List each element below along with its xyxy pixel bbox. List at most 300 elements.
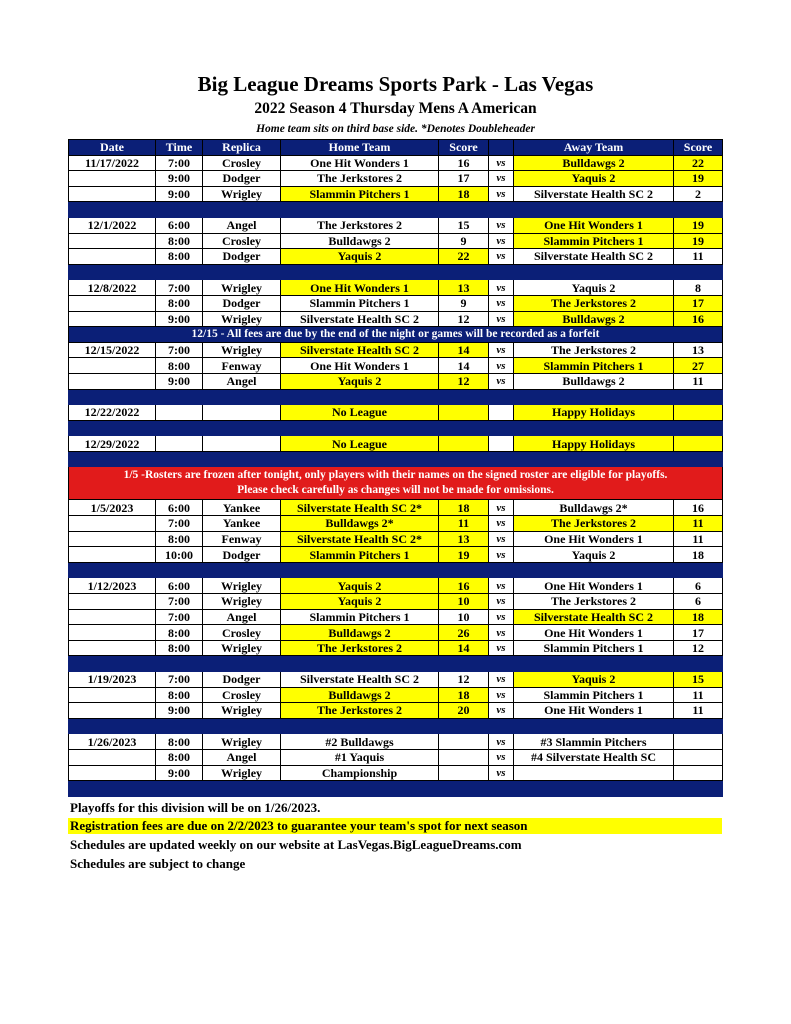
game-field: Wrigley: [203, 342, 281, 358]
home-team: Yaquis 2: [281, 373, 439, 389]
away-score: 11: [674, 687, 723, 703]
game-row: [69, 609, 723, 625]
vs-label: vs: [489, 687, 514, 703]
home-score: [439, 749, 489, 765]
game-date: 12/22/2022: [69, 405, 156, 421]
separator-row: [69, 718, 723, 734]
game-time: 8:00: [156, 249, 203, 265]
away-team: Bulldawgs 2: [514, 155, 674, 171]
game-date: 1/5/2023: [69, 500, 156, 516]
away-score: 2: [674, 186, 723, 202]
game-date: [69, 186, 156, 202]
game-field: Yankee: [203, 516, 281, 532]
separator-cell: [69, 264, 723, 280]
game-field: Crosley: [203, 625, 281, 641]
vs-label: vs: [489, 594, 514, 610]
game-row: [69, 703, 723, 719]
game-row: [69, 295, 723, 311]
game-field: Angel: [203, 609, 281, 625]
home-team: Slammin Pitchers 1: [281, 609, 439, 625]
game-row: [69, 672, 723, 688]
game-date: [69, 749, 156, 765]
game-time: 9:00: [156, 311, 203, 327]
vs-label: vs: [489, 233, 514, 249]
away-score: [674, 749, 723, 765]
home-team: Yaquis 2: [281, 594, 439, 610]
separator-cell: [69, 718, 723, 734]
home-team: #2 Bulldawgs: [281, 734, 439, 750]
game-date: [69, 233, 156, 249]
footer-disclaimer: Schedules are subject to change: [70, 856, 246, 871]
away-score: 19: [674, 233, 723, 249]
game-row: [69, 516, 723, 532]
away-team: Yaquis 2: [514, 547, 674, 563]
vs-label: vs: [489, 703, 514, 719]
home-score: 12: [439, 373, 489, 389]
home-team: #1 Yaquis: [281, 749, 439, 765]
vs-label: vs: [489, 500, 514, 516]
away-team: One Hit Wonders 1: [514, 531, 674, 547]
home-score: 26: [439, 625, 489, 641]
game-field: Crosley: [203, 155, 281, 171]
alert-line-2: Please check carefully as changes will not be made for omissions.: [237, 484, 554, 497]
game-field: Dodger: [203, 295, 281, 311]
home-team: Slammin Pitchers 1: [281, 295, 439, 311]
game-time: 9:00: [156, 765, 203, 781]
game-row: [69, 625, 723, 641]
game-row: [69, 342, 723, 358]
away-team: Slammin Pitchers 1: [514, 358, 674, 374]
game-date: 12/1/2022: [69, 217, 156, 233]
game-field: [203, 436, 281, 452]
away-score: [674, 436, 723, 452]
vs-label: vs: [489, 531, 514, 547]
home-team: One Hit Wonders 1: [281, 358, 439, 374]
home-team: Slammin Pitchers 1: [281, 186, 439, 202]
away-team: One Hit Wonders 1: [514, 703, 674, 719]
game-row: [69, 640, 723, 656]
game-row: [69, 280, 723, 296]
game-field: Dodger: [203, 547, 281, 563]
game-field: Wrigley: [203, 594, 281, 610]
home-score: [439, 436, 489, 452]
away-team: Bulldawgs 2: [514, 373, 674, 389]
game-time: 6:00: [156, 500, 203, 516]
away-score: 6: [674, 594, 723, 610]
away-team: Bulldawgs 2*: [514, 500, 674, 516]
vs-label: vs: [489, 734, 514, 750]
away-team: Slammin Pitchers 1: [514, 233, 674, 249]
home-score: 14: [439, 640, 489, 656]
home-team: The Jerkstores 2: [281, 640, 439, 656]
game-row: [69, 155, 723, 171]
game-field: Angel: [203, 217, 281, 233]
home-team: Bulldawgs 2*: [281, 516, 439, 532]
game-time: 8:00: [156, 233, 203, 249]
column-header-time: Time: [156, 140, 203, 156]
away-team: The Jerkstores 2: [514, 295, 674, 311]
game-time: [156, 436, 203, 452]
separator-row: [69, 562, 723, 578]
game-date: [69, 516, 156, 532]
home-score: 9: [439, 295, 489, 311]
away-team: Slammin Pitchers 1: [514, 640, 674, 656]
away-score: 11: [674, 516, 723, 532]
notice-text: 12/15 - All fees are due by the end of the night or games will be recorded as a forfeit: [69, 327, 723, 343]
page-note: Home team sits on third base side. *Denotes Doubleheader: [256, 123, 535, 135]
separator-cell: [69, 389, 723, 405]
away-team: Happy Holidays: [514, 405, 674, 421]
home-score: 18: [439, 186, 489, 202]
game-time: [156, 405, 203, 421]
vs-label: vs: [489, 547, 514, 563]
away-team: One Hit Wonders 1: [514, 625, 674, 641]
game-time: 7:00: [156, 672, 203, 688]
away-team: The Jerkstores 2: [514, 342, 674, 358]
game-field: Yankee: [203, 500, 281, 516]
game-field: Angel: [203, 373, 281, 389]
away-score: 11: [674, 249, 723, 265]
game-row: [69, 171, 723, 187]
page-title: Big League Dreams Sports Park - Las Vegas: [197, 72, 594, 96]
separator-row: [69, 202, 723, 218]
game-row: [69, 436, 723, 452]
game-field: Fenway: [203, 358, 281, 374]
game-date: 1/26/2023: [69, 734, 156, 750]
game-row: [69, 765, 723, 781]
game-time: 9:00: [156, 703, 203, 719]
game-date: [69, 765, 156, 781]
game-date: 12/8/2022: [69, 280, 156, 296]
home-score: 18: [439, 500, 489, 516]
game-date: [69, 311, 156, 327]
home-team: Silverstate Health SC 2: [281, 342, 439, 358]
alert-row: [69, 467, 723, 500]
game-time: 7:00: [156, 609, 203, 625]
game-row: [69, 594, 723, 610]
game-row: [69, 749, 723, 765]
separator-cell: [69, 451, 723, 467]
game-field: Wrigley: [203, 186, 281, 202]
game-row: [69, 217, 723, 233]
vs-label: vs: [489, 516, 514, 532]
separator-cell: [69, 202, 723, 218]
away-team: Silverstate Health SC 2: [514, 249, 674, 265]
game-time: 8:00: [156, 358, 203, 374]
vs-label: vs: [489, 295, 514, 311]
game-date: [69, 703, 156, 719]
game-date: [69, 687, 156, 703]
away-team: One Hit Wonders 1: [514, 578, 674, 594]
game-field: Wrigley: [203, 640, 281, 656]
game-date: 11/17/2022: [69, 155, 156, 171]
vs-label: [489, 436, 514, 452]
game-date: [69, 249, 156, 265]
game-time: 7:00: [156, 280, 203, 296]
game-date: [69, 625, 156, 641]
separator-row: [69, 389, 723, 405]
away-score: 15: [674, 672, 723, 688]
footer-registration: Registration fees are due on 2/2/2023 to guarantee your team's spot for next season: [68, 818, 722, 834]
game-date: [69, 171, 156, 187]
game-field: Dodger: [203, 249, 281, 265]
alert-cell: [69, 467, 723, 500]
away-score: 12: [674, 640, 723, 656]
vs-label: vs: [489, 311, 514, 327]
home-team: Silverstate Health SC 2: [281, 672, 439, 688]
game-row: [69, 687, 723, 703]
away-score: 13: [674, 342, 723, 358]
home-team: Bulldawgs 2: [281, 233, 439, 249]
vs-label: vs: [489, 342, 514, 358]
game-field: [203, 405, 281, 421]
away-team: Happy Holidays: [514, 436, 674, 452]
home-team: One Hit Wonders 1: [281, 155, 439, 171]
game-date: 12/29/2022: [69, 436, 156, 452]
vs-label: vs: [489, 280, 514, 296]
vs-label: vs: [489, 186, 514, 202]
vs-label: vs: [489, 373, 514, 389]
away-team: The Jerkstores 2: [514, 516, 674, 532]
home-team: The Jerkstores 2: [281, 171, 439, 187]
separator-row: [69, 656, 723, 672]
game-field: Wrigley: [203, 765, 281, 781]
vs-label: vs: [489, 672, 514, 688]
home-team: One Hit Wonders 1: [281, 280, 439, 296]
game-time: 8:00: [156, 295, 203, 311]
home-score: 22: [439, 249, 489, 265]
game-row: [69, 547, 723, 563]
game-row: [69, 233, 723, 249]
away-score: 17: [674, 295, 723, 311]
separator-cell: [69, 656, 723, 672]
footer-playoffs: Playoffs for this division will be on 1/26/2023.: [70, 800, 321, 815]
away-score: 27: [674, 358, 723, 374]
vs-label: vs: [489, 749, 514, 765]
home-score: 20: [439, 703, 489, 719]
game-time: 9:00: [156, 186, 203, 202]
game-time: 8:00: [156, 640, 203, 656]
home-score: 17: [439, 171, 489, 187]
home-team: Silverstate Health SC 2*: [281, 531, 439, 547]
vs-label: vs: [489, 249, 514, 265]
separator-row: [69, 781, 723, 797]
vs-label: vs: [489, 609, 514, 625]
game-time: 8:00: [156, 734, 203, 750]
game-date: [69, 373, 156, 389]
away-score: [674, 405, 723, 421]
home-score: 14: [439, 342, 489, 358]
separator-cell: [69, 420, 723, 436]
game-row: [69, 578, 723, 594]
home-score: 12: [439, 672, 489, 688]
home-score: 13: [439, 280, 489, 296]
away-score: 6: [674, 578, 723, 594]
vs-label: vs: [489, 765, 514, 781]
away-team: Silverstate Health SC 2: [514, 186, 674, 202]
notice-row: [69, 327, 723, 343]
game-time: 8:00: [156, 531, 203, 547]
game-time: 9:00: [156, 171, 203, 187]
away-score: 18: [674, 609, 723, 625]
game-row: [69, 311, 723, 327]
separator-row: [69, 420, 723, 436]
game-date: 1/19/2023: [69, 672, 156, 688]
home-score: 10: [439, 594, 489, 610]
game-date: [69, 358, 156, 374]
away-team: [514, 765, 674, 781]
game-row: [69, 734, 723, 750]
away-score: [674, 765, 723, 781]
home-team: Championship: [281, 765, 439, 781]
column-header-date: Date: [69, 140, 156, 156]
separator-row: [69, 264, 723, 280]
game-date: [69, 531, 156, 547]
away-score: [674, 734, 723, 750]
page-subtitle: 2022 Season 4 Thursday Mens A American: [254, 100, 537, 117]
game-date: [69, 547, 156, 563]
game-time: 8:00: [156, 687, 203, 703]
vs-label: vs: [489, 358, 514, 374]
home-score: 13: [439, 531, 489, 547]
home-score: 12: [439, 311, 489, 327]
game-field: Crosley: [203, 687, 281, 703]
away-team: #4 Silverstate Health SC: [514, 749, 674, 765]
game-time: 6:00: [156, 578, 203, 594]
game-date: [69, 295, 156, 311]
away-team: #3 Slammin Pitchers: [514, 734, 674, 750]
separator-cell: [69, 781, 723, 797]
column-header-away-team: Away Team: [514, 140, 674, 156]
game-time: 8:00: [156, 625, 203, 641]
game-field: Crosley: [203, 233, 281, 249]
alert-line-1: 1/5 -Rosters are frozen after tonight, only players with their names on the signed roster are eligible for playoffs.: [123, 469, 668, 482]
game-row: [69, 249, 723, 265]
column-header-away-score: Score: [674, 140, 723, 156]
vs-label: vs: [489, 640, 514, 656]
home-team: Yaquis 2: [281, 578, 439, 594]
home-team: The Jerkstores 2: [281, 703, 439, 719]
game-field: Dodger: [203, 672, 281, 688]
away-score: 18: [674, 547, 723, 563]
away-team: Yaquis 2: [514, 171, 674, 187]
away-score: 16: [674, 500, 723, 516]
away-team: One Hit Wonders 1: [514, 217, 674, 233]
home-team: No League: [281, 405, 439, 421]
home-team: Slammin Pitchers 1: [281, 547, 439, 563]
game-row: [69, 531, 723, 547]
column-header-home-team: Home Team: [281, 140, 439, 156]
game-time: 8:00: [156, 749, 203, 765]
game-time: 7:00: [156, 594, 203, 610]
column-header-vs: [489, 140, 514, 156]
game-time: 7:00: [156, 155, 203, 171]
game-row: [69, 358, 723, 374]
home-score: 11: [439, 516, 489, 532]
away-team: Yaquis 2: [514, 280, 674, 296]
game-row: [69, 186, 723, 202]
game-field: Fenway: [203, 531, 281, 547]
game-date: [69, 609, 156, 625]
game-date: 12/15/2022: [69, 342, 156, 358]
away-score: 8: [674, 280, 723, 296]
home-team: Silverstate Health SC 2: [281, 311, 439, 327]
game-time: 7:00: [156, 342, 203, 358]
game-row: [69, 373, 723, 389]
home-score: 16: [439, 578, 489, 594]
game-date: [69, 640, 156, 656]
game-row: [69, 405, 723, 421]
vs-label: vs: [489, 578, 514, 594]
schedule-table: [68, 139, 723, 797]
away-score: 19: [674, 217, 723, 233]
game-date: [69, 594, 156, 610]
game-field: Wrigley: [203, 734, 281, 750]
game-field: Dodger: [203, 171, 281, 187]
home-score: [439, 765, 489, 781]
game-field: Wrigley: [203, 311, 281, 327]
away-score: 16: [674, 311, 723, 327]
game-field: Wrigley: [203, 280, 281, 296]
home-team: Bulldawgs 2: [281, 687, 439, 703]
home-score: [439, 405, 489, 421]
home-score: [439, 734, 489, 750]
separator-row: [69, 451, 723, 467]
vs-label: vs: [489, 155, 514, 171]
away-score: 22: [674, 155, 723, 171]
separator-cell: [69, 562, 723, 578]
home-score: 14: [439, 358, 489, 374]
away-team: Yaquis 2: [514, 672, 674, 688]
game-field: Wrigley: [203, 703, 281, 719]
away-team: Silverstate Health SC 2: [514, 609, 674, 625]
vs-label: [489, 405, 514, 421]
vs-label: vs: [489, 625, 514, 641]
home-score: 9: [439, 233, 489, 249]
game-date: 1/12/2023: [69, 578, 156, 594]
header-row: [69, 140, 723, 156]
footer-website: Schedules are updated weekly on our website at LasVegas.BigLeagueDreams.com: [70, 837, 522, 852]
away-team: Slammin Pitchers 1: [514, 687, 674, 703]
column-header-replica: Replica: [203, 140, 281, 156]
home-score: 10: [439, 609, 489, 625]
away-team: Bulldawgs 2: [514, 311, 674, 327]
away-score: 19: [674, 171, 723, 187]
home-score: 18: [439, 687, 489, 703]
home-score: 19: [439, 547, 489, 563]
home-team: Silverstate Health SC 2*: [281, 500, 439, 516]
game-time: 9:00: [156, 373, 203, 389]
away-score: 11: [674, 373, 723, 389]
home-score: 15: [439, 217, 489, 233]
game-row: [69, 500, 723, 516]
game-field: Angel: [203, 749, 281, 765]
home-team: Bulldawgs 2: [281, 625, 439, 641]
away-score: 11: [674, 531, 723, 547]
vs-label: vs: [489, 171, 514, 187]
game-time: 7:00: [156, 516, 203, 532]
game-time: 6:00: [156, 217, 203, 233]
home-team: The Jerkstores 2: [281, 217, 439, 233]
away-score: 17: [674, 625, 723, 641]
game-time: 10:00: [156, 547, 203, 563]
game-field: Wrigley: [203, 578, 281, 594]
home-team: No League: [281, 436, 439, 452]
home-team: Yaquis 2: [281, 249, 439, 265]
home-score: 16: [439, 155, 489, 171]
column-header-home-score: Score: [439, 140, 489, 156]
vs-label: vs: [489, 217, 514, 233]
